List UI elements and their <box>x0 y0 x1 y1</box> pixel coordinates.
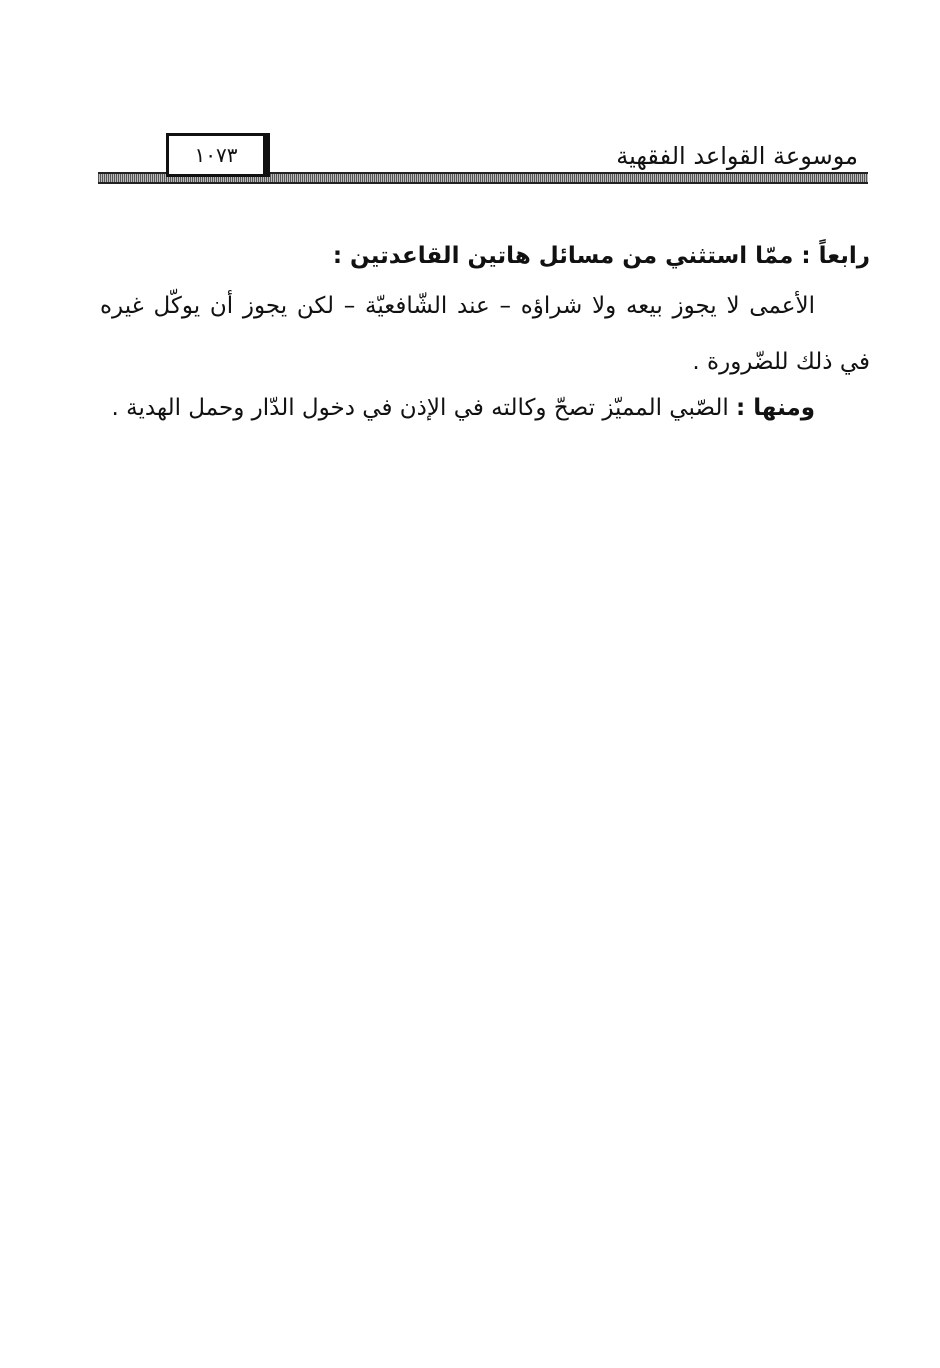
paragraph-discerning-child <box>100 380 870 436</box>
section-heading: رابعاً : ممّا استثني من مسائل هاتين القاعدتين : <box>332 243 870 269</box>
page-number: ١٠٧٣ <box>194 143 238 167</box>
paragraph-blind-person: الأعمى لا يجوز بيعه ولا شراؤه – عند الشّافعيّة – لكن يجوز أن يوكّل غيره في ذلك للضّرورة . <box>100 293 870 375</box>
paragraph-lead: ومنها : <box>736 395 815 421</box>
paragraph-body: الصّبي المميّز تصحّ وكالته في الإذن في دخول الدّار وحمل الهدية . <box>111 395 737 421</box>
running-header-title: موسوعة القواعد الفقهية <box>616 142 858 170</box>
page-number-box <box>166 133 270 177</box>
